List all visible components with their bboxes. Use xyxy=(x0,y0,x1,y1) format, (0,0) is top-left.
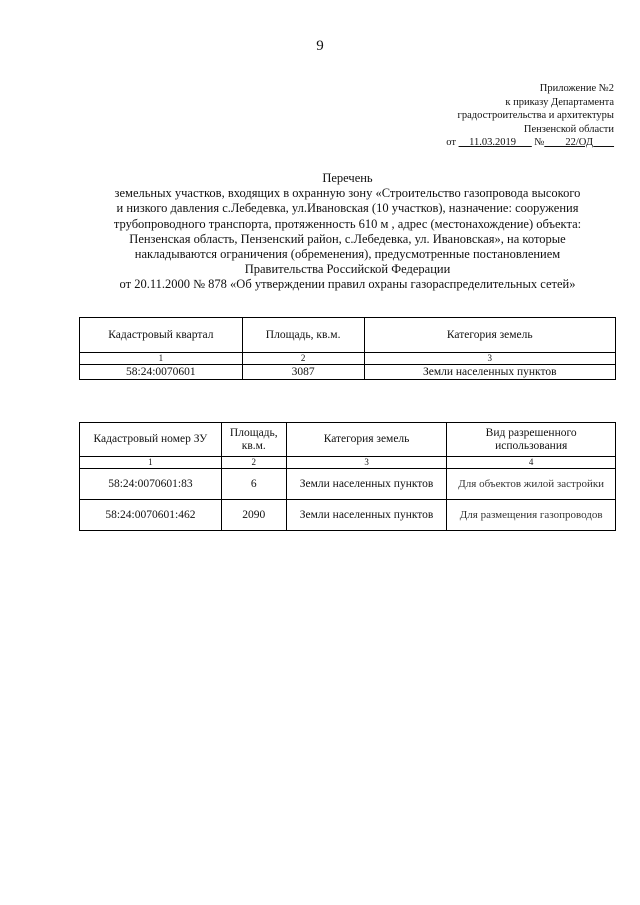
cadastral-number-cell: 58:24:0070601:462 xyxy=(80,500,222,531)
permitted-use-cell: Для объектов жилой застройки xyxy=(447,469,616,500)
column-number: 4 xyxy=(447,457,616,469)
order-date: __11.03.2019___ xyxy=(458,137,532,148)
date-prefix: от xyxy=(446,137,456,148)
column-number: 2 xyxy=(242,353,364,365)
column-number: 3 xyxy=(286,457,447,469)
land-category-cell: Земли населенных пунктов xyxy=(286,469,447,500)
column-header: Категория земель xyxy=(286,423,447,457)
land-plots-table xyxy=(79,422,616,531)
column-number: 3 xyxy=(364,353,615,365)
title-line: Пензенская область, Пензенский район, с.Лебедевка, ул. Ивановская», на которые xyxy=(129,231,566,246)
column-number: 1 xyxy=(80,457,222,469)
table-row xyxy=(80,500,616,531)
area-cell: 3087 xyxy=(242,365,364,380)
document-title xyxy=(80,171,615,293)
area-cell: 2090 xyxy=(221,500,286,531)
table-header-row xyxy=(80,318,616,353)
title-heading: Перечень xyxy=(322,171,373,185)
land-category-cell: Земли населенных пунктов xyxy=(364,365,615,380)
title-line: Правительства Российской Федерации xyxy=(244,262,451,277)
number-prefix: № xyxy=(534,137,545,148)
column-header: Площадь, кв.м. xyxy=(242,318,364,353)
column-header: Кадастровый номер ЗУ xyxy=(80,423,222,457)
appendix-header xyxy=(354,82,614,150)
column-number: 2 xyxy=(221,457,286,469)
appendix-line: к приказу Департамента xyxy=(505,96,614,108)
title-line: трубопроводного транспорта, протяженность 610 м , адрес (местонахождение) объекта: xyxy=(113,216,582,231)
column-header: Площадь, кв.м. xyxy=(221,423,286,457)
area-cell: 6 xyxy=(221,469,286,500)
order-number: ____22/ОД____ xyxy=(544,137,614,148)
table-row xyxy=(80,469,616,500)
cadastral-quarter-cell: 58:24:0070601 xyxy=(80,365,243,380)
title-line: и низкого давления с.Лебедевка, ул.Ивановская (10 участков), назначение: сооружения xyxy=(116,201,579,216)
order-date-line xyxy=(354,136,614,150)
land-category-cell: Земли населенных пунктов xyxy=(286,500,447,531)
title-line: от 20.11.2000 № 878 «Об утверждении правил охраны газораспределительных сетей» xyxy=(119,277,576,292)
table-header-row xyxy=(80,423,616,457)
page-number: 9 xyxy=(316,38,324,54)
title-line: накладываются ограничения (обременения), предусмотренные постановлением xyxy=(134,247,561,262)
appendix-line: Пензенской области xyxy=(523,123,614,135)
table-row xyxy=(80,365,616,380)
column-header: Вид разрешенного использования xyxy=(447,423,616,457)
appendix-line: градостроительства и архитектуры xyxy=(457,110,614,121)
cadastral-quarter-table xyxy=(79,317,616,380)
permitted-use-cell: Для размещения газопроводов xyxy=(447,500,616,531)
column-number-row xyxy=(80,457,616,469)
appendix-line: Приложение №2 xyxy=(539,83,614,94)
column-header: Кадастровый квартал xyxy=(80,318,243,353)
cadastral-number-cell: 58:24:0070601:83 xyxy=(80,469,222,500)
column-header: Категория земель xyxy=(364,318,615,353)
column-number: 1 xyxy=(80,353,243,365)
title-line: земельных участков, входящих в охранную зону «Строительство газопровода высокого xyxy=(114,186,581,201)
column-number-row xyxy=(80,353,616,365)
